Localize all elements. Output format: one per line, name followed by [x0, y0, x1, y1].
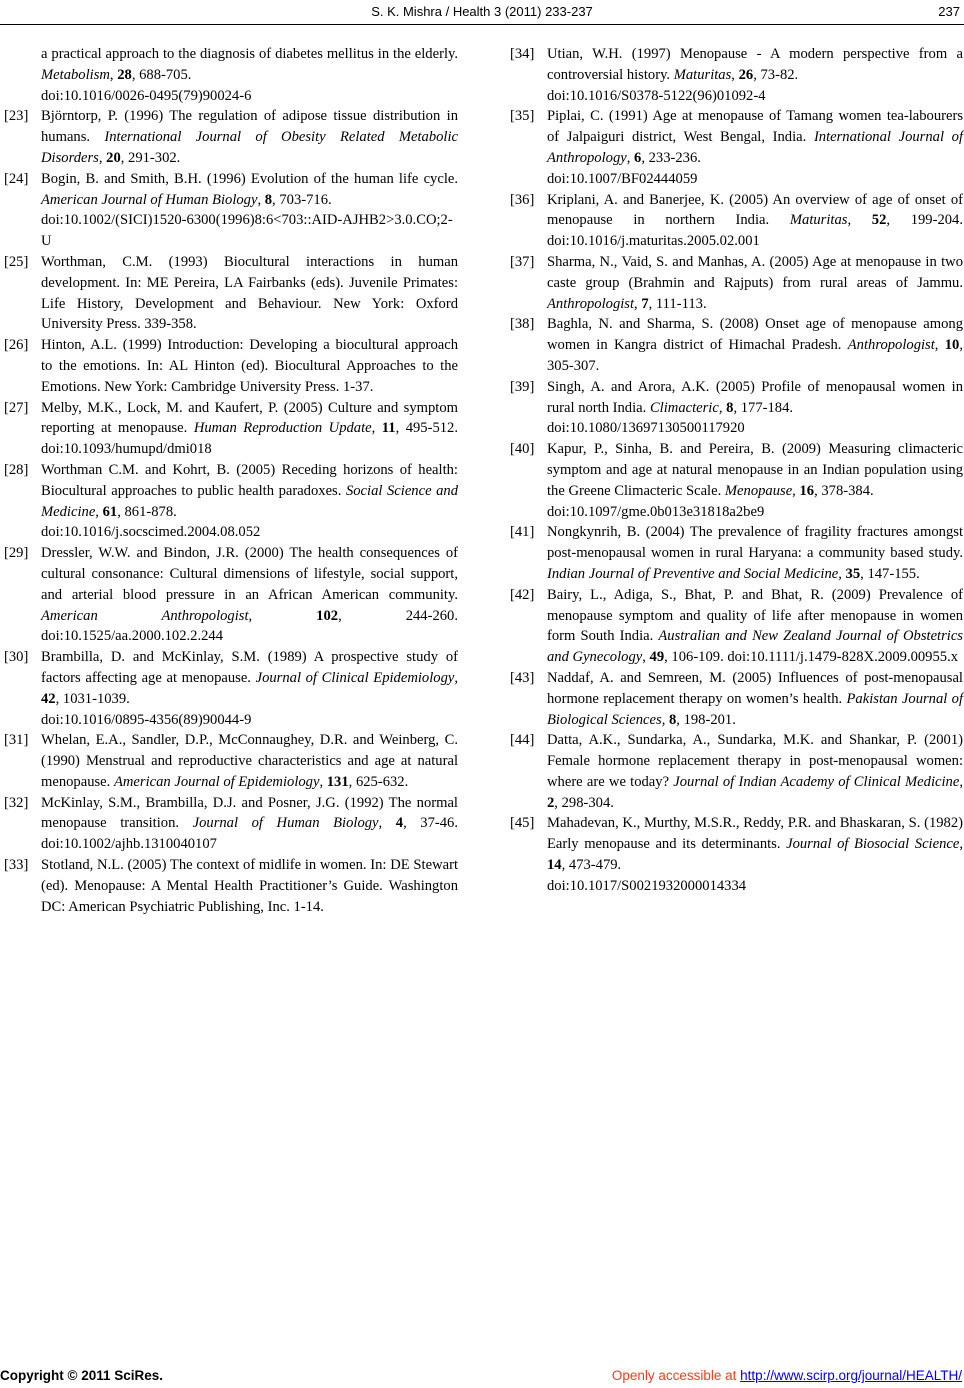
journal-title: Menopause: [724, 482, 793, 499]
reference-entry: [4, 398, 458, 460]
reference-text: [547, 252, 963, 314]
reference-segment: McKinlay, S.M., Brambilla, D.J. and Posner, J.G. (1992) The normal menopause transition.: [41, 794, 458, 832]
reference-segment: ,: [371, 420, 382, 437]
volume-number: 20: [106, 149, 121, 166]
running-title: S. K. Mishra / Health 3 (2011) 233-237: [371, 4, 593, 19]
reference-segment: ,: [661, 711, 669, 728]
reference-segment: ,: [454, 669, 459, 686]
reference-segment: ,: [248, 607, 317, 624]
reference-text: [547, 668, 963, 730]
reference-segment: Utian, W.H. (1997) Menopause - A modern perspective from a controversial history.: [547, 46, 963, 83]
reference-doi: doi:10.1016/0026-0495(79)90024-6: [41, 87, 252, 104]
volume-number: 7: [641, 295, 649, 312]
reference-number: [39]: [510, 378, 535, 395]
journal-title: International Journal of Anthropology: [547, 129, 963, 166]
reference-segment: ,: [98, 149, 107, 166]
journal-title: American Journal of Epidemiology: [113, 773, 320, 790]
reference-segment: , 199-204. doi:10.1016/j.maturitas.2005.02.001: [547, 212, 964, 250]
reference-segment: Bairy, L., Adiga, S., Bhat, P. and Bhat, R. (2009) Prevalence of menopause symptom and quality of life after menopause in women form South India.: [547, 586, 963, 645]
reference-segment: , 688-705.: [131, 66, 192, 83]
reference-segment: Worthman C.M. and Kohrt, B. (2005) Receding horizons of health: Biocultural approaches to public health paradoxes.: [41, 461, 458, 499]
reference-segment: , 106-109. doi:10.1111/j.1479-828X.2009.00955.x: [664, 649, 959, 666]
reference-segment: Naddaf, A. and Semreen, M. (2005) Influences of post-menopausal hormone replacement therapy on women’s health.: [547, 669, 963, 707]
reference-entry: [510, 190, 963, 252]
journal-title: Maturitas: [789, 212, 848, 229]
reference-segment: Melby, M.K., Lock, M. and Kaufert, P. (2005) Culture and symptom reporting at menopause.: [41, 399, 458, 437]
reference-number: [27]: [4, 399, 29, 416]
references-right-column: [510, 44, 963, 897]
reference-number: [30]: [4, 649, 29, 666]
reference-segment: ,: [626, 149, 635, 166]
reference-number: [32]: [4, 794, 29, 811]
open-access-notice: [612, 1368, 962, 1383]
reference-doi: doi:10.1080/13697130500117920: [547, 420, 745, 437]
reference-number: [38]: [510, 316, 535, 333]
volume-number: 11: [381, 420, 396, 437]
reference-segment: , 37-46. doi:10.1002/ajhb.1310040107: [41, 815, 458, 853]
page-footer: [0, 1366, 964, 1388]
journal-title: Journal of Clinical Epidemiology: [255, 669, 455, 686]
reference-segment: ,: [847, 212, 872, 229]
reference-segment: Stotland, N.L. (2005) The context of midlife in women. In: DE Stewart (ed). Menopause: A Mental Health Practitioner’s Guide. Washington DC: American Psychiatric Publishing, Inc. 1-14.: [41, 857, 458, 915]
reference-text: [41, 252, 458, 335]
volume-number: 26: [738, 66, 754, 83]
journal-title: Journal of Indian Academy of Clinical Medicine: [673, 773, 960, 790]
reference-segment: , 495-512. doi:10.1093/humupd/dmi018: [41, 420, 458, 458]
volume-number: 52: [871, 212, 887, 229]
volume-number: 10: [944, 337, 960, 354]
reference-text: [547, 314, 963, 376]
reference-segment: a practical approach to the diagnosis of diabetes mellitus in the elderly.: [41, 46, 458, 62]
volume-number: 8: [726, 399, 734, 416]
open-access-label: Openly accessible at: [611, 1368, 741, 1383]
reference-number: [45]: [510, 815, 535, 832]
reference-segment: , 1031-1039.: [55, 690, 130, 707]
reference-entry: [4, 106, 458, 168]
journal-title: Indian Journal of Preventive and Social Medicine: [547, 565, 839, 582]
reference-text: [547, 44, 963, 86]
reference-segment: , 378-384.: [814, 482, 874, 499]
reference-segment: Dressler, W.W. and Bindon, J.R. (2000) The health consequences of cultural consonance: Cultural dimensions of lifestyle, social support, and arterial blood pressure in an African American community.: [41, 545, 458, 603]
reference-entry: [4, 855, 458, 917]
reference-number: [44]: [510, 732, 535, 749]
volume-number: 28: [117, 66, 132, 83]
reference-number: [33]: [4, 857, 29, 874]
volume-number: 35: [845, 565, 861, 582]
reference-text: [41, 855, 458, 917]
reference-segment: ,: [109, 66, 118, 83]
reference-text: [41, 543, 458, 647]
volume-number: 42: [41, 690, 56, 707]
reference-number: [35]: [510, 108, 535, 125]
reference-segment: Datta, A.K., Sundarka, A., Sundarka, M.K. and Shankar, P. (2001) Female hormone replacement therapy in post-menopausal women: where are we today?: [547, 732, 963, 790]
reference-segment: , 177-184.: [733, 399, 794, 416]
reference-segment: ,: [642, 649, 650, 666]
volume-number: 61: [102, 503, 118, 520]
reference-entry: [4, 44, 458, 106]
reference-number: [37]: [510, 253, 535, 270]
journal-link[interactable]: http://www.scirp.org/journal/HEALTH/: [740, 1368, 962, 1383]
volume-number: 2: [547, 794, 555, 811]
reference-text: [547, 106, 963, 168]
reference-number: [29]: [4, 545, 29, 562]
reference-entry: [510, 522, 963, 584]
reference-number: [26]: [4, 337, 29, 354]
reference-text: [547, 585, 963, 668]
reference-entry: [4, 543, 458, 647]
reference-text: [41, 793, 458, 855]
reference-number: [41]: [510, 524, 535, 541]
journal-title: Human Reproduction Update: [193, 420, 372, 437]
reference-segment: Nongkynrih, B. (2004) The prevalence of fragility fractures amongst post-menopausal women in rural Haryana: a community based study.: [547, 524, 963, 562]
copyright-notice: Copyright © 2011 SciRes.: [0, 1368, 164, 1383]
reference-doi: doi:10.1016/0895-4356(89)90044-9: [41, 711, 252, 728]
journal-title: International Journal of Obesity Related Metabolic Disorders: [41, 129, 458, 166]
reference-entry: [4, 730, 458, 792]
reference-entry: [510, 668, 963, 730]
reference-entry: [4, 460, 458, 543]
reference-segment: , 305-307.: [547, 337, 963, 374]
reference-segment: Piplai, C. (1991) Age at menopause of Tamang women tea-labourers of Jalpaiguri district, West Bengal, India.: [547, 108, 963, 146]
reference-number: [28]: [4, 461, 29, 478]
journal-title: Climacteric: [649, 399, 719, 416]
reference-entry: [4, 793, 458, 855]
header-rule: [0, 24, 964, 25]
reference-segment: , 861-878.: [117, 503, 177, 520]
reference-entry: [510, 44, 963, 106]
reference-segment: Björntorp, P. (1996) The regulation of adipose tissue distribution in humans.: [41, 108, 458, 146]
reference-segment: , 298-304.: [554, 794, 614, 811]
journal-title: Australian and New Zealand Journal of Obstetrics and Gynecology: [547, 628, 963, 666]
reference-segment: , 625-632.: [348, 773, 409, 790]
reference-segment: ,: [95, 503, 103, 520]
reference-text: [547, 522, 963, 584]
reference-entry: [510, 106, 963, 189]
journal-title: Journal of Human Biology: [192, 815, 379, 832]
volume-number: 6: [634, 149, 642, 166]
reference-entry: [510, 377, 963, 439]
reference-segment: , 291-302.: [120, 149, 181, 166]
reference-entry: [510, 252, 963, 314]
reference-entry: [510, 439, 963, 522]
reference-segment: , 111-113.: [648, 295, 707, 312]
reference-doi: doi:10.1017/S0021932000014334: [547, 877, 747, 894]
reference-text: [41, 730, 458, 792]
volume-number: 49: [649, 649, 665, 666]
reference-segment: ,: [959, 836, 963, 853]
volume-number: 4: [395, 815, 404, 832]
journal-title: Metabolism: [41, 66, 110, 83]
reference-segment: ,: [959, 773, 963, 790]
reference-text: [41, 335, 458, 397]
reference-number: [42]: [510, 586, 535, 603]
reference-segment: ,: [838, 565, 846, 582]
reference-entry: [4, 169, 458, 252]
reference-segment: Brambilla, D. and McKinlay, S.M. (1989) A prospective study of factors affecting age at menopause.: [41, 649, 458, 686]
volume-number: 14: [547, 857, 562, 874]
page-number: 237: [938, 4, 960, 19]
reference-segment: Baghla, N. and Sharma, S. (2008) Onset age of menopause among women in Kangra district of Himachal Pradesh.: [547, 316, 963, 354]
reference-segment: ,: [718, 399, 727, 416]
reference-segment: Worthman, C.M. (1993) Biocultural interactions in human development. In: ME Pereira, LA Fairbanks (eds). Juvenile Primates: Life History, Development and Behaviour. New York: Oxford University Press. 339-358.: [41, 253, 458, 333]
volume-number: 102: [316, 607, 339, 624]
reference-number: [23]: [4, 108, 29, 125]
reference-entry: [510, 314, 963, 376]
volume-number: 8: [264, 191, 273, 208]
reference-entry: [510, 585, 963, 668]
reference-segment: Singh, A. and Arora, A.K. (2005) Profile of menopausal women in rural north India.: [547, 378, 963, 416]
reference-segment: , 233-236.: [641, 149, 701, 166]
reference-text: [41, 460, 458, 522]
reference-segment: ,: [378, 815, 396, 832]
reference-entry: [510, 813, 963, 896]
reference-segment: Mahadevan, K., Murthy, M.S.R., Reddy, P.R. and Bhaskaran, S. (1982) Early menopause and its determinants.: [547, 815, 963, 853]
reference-entry: [4, 647, 458, 730]
reference-text: [547, 377, 963, 419]
journal-title: American Journal of Human Biology: [41, 191, 258, 208]
reference-text: [41, 398, 458, 460]
reference-segment: , 198-201.: [676, 711, 736, 728]
reference-text: [41, 647, 458, 709]
journal-title: American Anthropologist: [41, 607, 249, 624]
reference-text: [547, 730, 963, 813]
reference-doi: doi:10.1097/gme.0b013e31818a2be9: [547, 503, 765, 520]
volume-number: 16: [799, 482, 815, 499]
reference-text: [547, 439, 963, 501]
reference-number: [40]: [510, 441, 535, 458]
reference-number: [31]: [4, 732, 29, 749]
reference-text: [41, 169, 458, 211]
reference-doi: doi:10.1016/S0378-5122(96)01092-4: [547, 87, 766, 104]
reference-text: [547, 190, 963, 252]
reference-segment: ,: [934, 337, 945, 354]
reference-text: [41, 106, 458, 168]
reference-segment: Hinton, A.L. (1999) Introduction: Developing a biocultural approach to the emotions. In: AL Hinton (ed). Biocultural Approaches to the Emotions. New York: Cambridge University Press. 1-37.: [41, 337, 458, 395]
reference-segment: ,: [257, 191, 265, 208]
journal-title: Journal of Biosocial Science: [786, 836, 960, 853]
journal-title: Pakistan Journal of Biological Sciences: [547, 690, 963, 728]
running-header: [0, 0, 964, 24]
reference-doi: doi:10.1002/(SICI)1520-6300(1996)8:6<703::AID-AJHB2>3.0.CO;2-U: [41, 212, 453, 250]
reference-entry: [510, 730, 963, 813]
reference-segment: , 147-155.: [860, 565, 920, 582]
references-left-column: [4, 44, 458, 917]
reference-segment: , 73-82.: [753, 66, 799, 83]
reference-entry: [4, 252, 458, 335]
reference-entry: [4, 335, 458, 397]
reference-segment: Kriplani, A. and Banerjee, K. (2005) An overview of age of onset of menopause in northern India.: [547, 191, 963, 229]
reference-text: [41, 44, 458, 86]
reference-number: [25]: [4, 253, 29, 270]
reference-number: [34]: [510, 46, 535, 62]
journal-title: Social Science and Medicine: [41, 482, 458, 520]
reference-segment: ,: [792, 482, 800, 499]
reference-segment: Bogin, B. and Smith, B.H. (1996) Evolution of the human life cycle.: [41, 170, 458, 187]
volume-number: 131: [326, 773, 349, 790]
reference-segment: Whelan, E.A., Sandler, D.P., McConnaughey, D.R. and Weinberg, C. (1990) Menstrual and reproductive characteristics and age at natural menopause.: [41, 732, 458, 790]
reference-segment: ,: [634, 295, 642, 312]
reference-doi: doi:10.1007/BF02444059: [547, 170, 698, 187]
journal-title: Maturitas: [673, 66, 732, 83]
reference-segment: , 473-479.: [561, 857, 622, 874]
reference-segment: ,: [731, 66, 739, 83]
reference-segment: Kapur, P., Sinha, B. and Pereira, B. (2009) Measuring climacteric symptom and age at natural menopause in an Indian population using the Greene Climacteric Scale.: [547, 441, 963, 499]
reference-text: [547, 813, 963, 875]
reference-segment: , 703-716.: [272, 191, 332, 208]
journal-title: Anthropologist: [547, 295, 635, 312]
journal-title: Anthropologist: [847, 337, 935, 354]
reference-number: [36]: [510, 191, 535, 208]
reference-segment: Sharma, N., Vaid, S. and Manhas, A. (2005) Age at menopause in two caste group (Brahmin and Rajputs) from rural areas of Jammu.: [547, 253, 963, 291]
reference-segment: ,: [319, 773, 327, 790]
reference-doi: doi:10.1016/j.socscimed.2004.08.052: [41, 524, 261, 541]
volume-number: 8: [668, 711, 677, 728]
reference-number: [43]: [510, 669, 535, 686]
reference-number: [24]: [4, 170, 29, 187]
reference-segment: , 244-260. doi:10.1525/aa.2000.102.2.244: [41, 607, 459, 645]
